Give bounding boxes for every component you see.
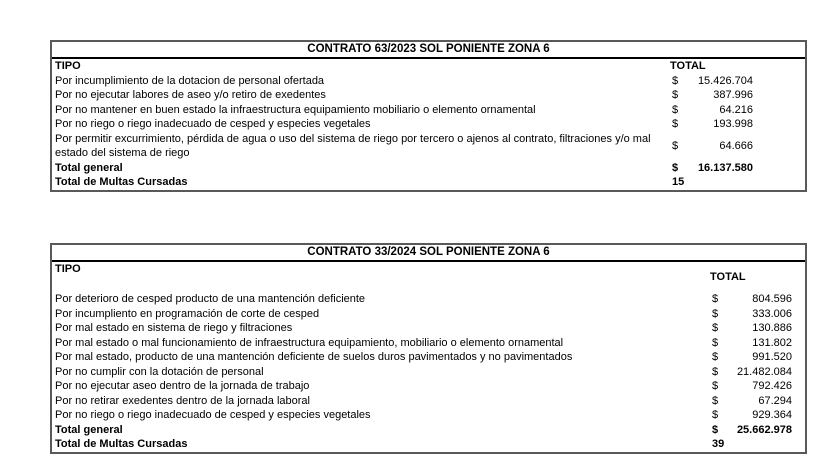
header-row (52, 262, 805, 292)
multas-count-value: 15 (672, 176, 685, 188)
tipo-cell: Por mal estado, producto de una mantención deficiente de suelos duros pavimentados y no pavimentados (55, 351, 573, 363)
tipo-cell: Por deterioro de cesped producto de una mantención deficiente (55, 293, 366, 305)
currency-symbol: $ (712, 409, 719, 421)
amount-value: 333.006 (752, 307, 792, 320)
total-general-label: Total general (55, 423, 123, 436)
currency-symbol: $ (712, 380, 719, 392)
currency-symbol: $ (712, 322, 719, 334)
currency-symbol: $ (712, 336, 719, 349)
tipo-cell: Por no retirar exedentes dentro de la jornada laboral (55, 394, 310, 407)
currency-symbol: $ (672, 118, 679, 130)
amount-value: 804.596 (752, 293, 792, 305)
table-row (52, 292, 805, 307)
currency-symbol: $ (712, 423, 719, 436)
currency-symbol: $ (672, 89, 679, 101)
total-general-label: Total general (55, 161, 123, 174)
amount-value: 387.996 (713, 89, 753, 101)
multas-cursadas-count-cell (707, 437, 805, 452)
amount-value: 64.666 (719, 139, 753, 152)
total-general-row (52, 423, 805, 438)
table-row (52, 117, 805, 132)
fines-table (52, 262, 805, 452)
amount-value: 792.426 (752, 380, 792, 392)
multas-cursadas-label: Total de Multas Cursadas (55, 438, 188, 450)
tipo-cell: Por incumplimiento de la dotacion de personal ofertada (55, 74, 325, 87)
fines-table (52, 59, 805, 190)
amount-value: 991.520 (752, 351, 792, 363)
amount-value: 16.137.580 (697, 161, 753, 174)
multas-cursadas-count-cell (667, 175, 805, 190)
tipo-cell: Por no cumplir con la dotación de personal (55, 365, 264, 378)
tipo-cell: Por permitir excurrimiento, pérdida de agua o uso del sistema de riego por tercero o ajenos al contrato, filtraciones y/o mal estado del sistema de riego (55, 132, 651, 159)
amount-cell (707, 379, 805, 394)
amount-value: 64.216 (719, 103, 753, 116)
amount-value: 193.998 (713, 118, 753, 130)
tipo-cell: Por mal estado o mal funcionamiento de infraestructura equipamiento, mobiliario o elemento ornamental (55, 336, 564, 349)
table-row (52, 394, 805, 409)
col-header-total: TOTAL (670, 60, 706, 72)
amount-value: 67.294 (758, 394, 792, 407)
amount-cell (707, 307, 805, 322)
col-header-tipo: TIPO (55, 60, 81, 72)
amount-cell (667, 117, 805, 132)
col-header-tipo: TIPO (55, 263, 81, 275)
table-row (52, 408, 805, 423)
amount-cell (667, 74, 805, 89)
amount-cell (707, 321, 805, 336)
amount-cell (707, 350, 805, 365)
amount-cell (707, 365, 805, 380)
currency-symbol: $ (672, 74, 679, 87)
amount-cell (707, 336, 805, 351)
multas-cursadas-row (52, 175, 805, 190)
amount-cell (667, 103, 805, 118)
amount-value: 15.426.704 (697, 74, 753, 87)
amount-cell (667, 132, 805, 161)
table-row (52, 307, 805, 322)
total-general-amount-cell (707, 423, 805, 438)
total-general-row (52, 161, 805, 176)
table-row (52, 74, 805, 89)
amount-cell (707, 394, 805, 409)
tipo-cell: Por no mantener en buen estado la infraestructura equipamiento mobiliario o elemento ornamental (55, 103, 536, 116)
table-row (52, 336, 805, 351)
tipo-cell: Por mal estado en sistema de riego y filtraciones (55, 322, 293, 334)
amount-cell (707, 408, 805, 423)
amount-cell (707, 292, 805, 307)
table-title: CONTRATO 33/2024 SOL PONIENTE ZONA 6 (52, 245, 805, 262)
table-title: CONTRATO 63/2023 SOL PONIENTE ZONA 6 (52, 42, 805, 59)
contract-table-63-2023 (50, 40, 807, 192)
currency-symbol: $ (712, 351, 719, 363)
contract-table-33-2024 (50, 243, 807, 454)
multas-cursadas-row (52, 437, 805, 452)
currency-symbol: $ (672, 139, 679, 152)
header-row (52, 59, 805, 74)
multas-count-value: 39 (712, 438, 725, 450)
currency-symbol: $ (672, 103, 679, 116)
currency-symbol: $ (672, 161, 679, 174)
amount-value: 929.364 (752, 409, 792, 421)
total-general-amount-cell (667, 161, 805, 176)
amount-cell (667, 88, 805, 103)
tipo-cell: Por incumpliento en programación de corte de cesped (55, 307, 320, 320)
tipo-cell: Por no ejecutar aseo dentro de la jornada de trabajo (55, 380, 310, 392)
currency-symbol: $ (712, 293, 719, 305)
tipo-cell: Por no ejecutar labores de aseo y/o retiro de exedentes (55, 89, 326, 101)
currency-symbol: $ (712, 394, 719, 407)
amount-value: 25.662.978 (736, 423, 792, 436)
col-header-total: TOTAL (710, 270, 746, 283)
currency-symbol: $ (712, 307, 719, 320)
tipo-cell: Por no riego o riego inadecuado de cesped y especies vegetales (55, 118, 371, 130)
amount-value: 131.802 (752, 336, 792, 349)
amount-value: 130.886 (752, 322, 792, 334)
amount-value: 21.482.084 (736, 365, 792, 378)
table-row (52, 88, 805, 103)
tipo-cell: Por no riego o riego inadecuado de cesped y especies vegetales (55, 409, 371, 421)
currency-symbol: $ (712, 365, 719, 378)
table-row (52, 350, 805, 365)
multas-cursadas-label: Total de Multas Cursadas (55, 176, 188, 188)
table-row (52, 365, 805, 380)
table-row (52, 103, 805, 118)
table-row (52, 321, 805, 336)
table-row (52, 132, 805, 161)
table-row (52, 379, 805, 394)
